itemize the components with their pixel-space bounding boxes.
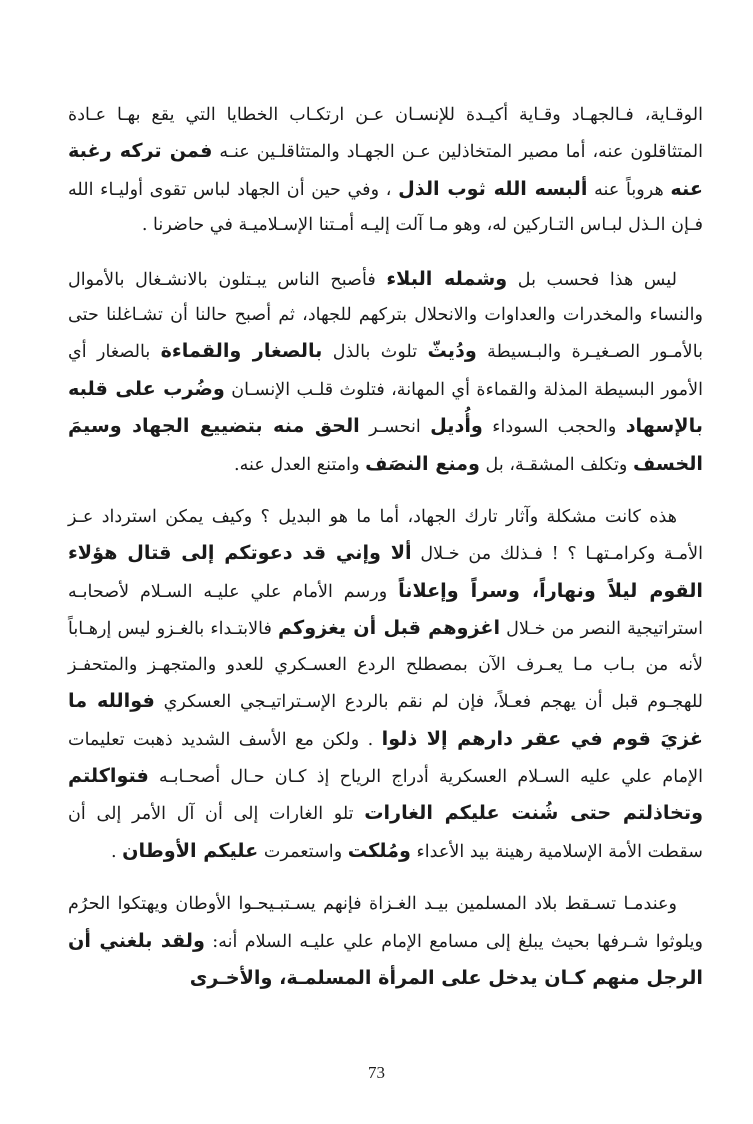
body-text-run: وتكلف المشقـة، بل [479, 454, 633, 475]
body-text-run: فأصبح الناس يبـتلون بالانشـغال بالأموال والنساء والمخدرات والعداوات والانحلال بتركهم للجهاد، ثم أصبح حالنا أن تشـاغلنا حتى بالأمـور الصـغيـرة والبـسيطة [68, 269, 703, 363]
bold-quote: ومُلكت [347, 838, 411, 862]
body-text-run: تلوث بالذل [322, 342, 428, 363]
bold-quote: عليكم الأوطان [122, 838, 259, 862]
body-text-run: فالابتـداء بالغـزو ليس إرهـاباً لأنه من بـاب مـا يعـرف الآن بمصطلح الردع العسـكري للعدو والمتجهـز والمتحفـز للهجـوم قبل أن يهجم فعـلاً، فإن لم نقم بالردع الإسـتراتيـجي العسكري [68, 619, 704, 713]
page-number: 73 [368, 1063, 385, 1082]
bold-quote: اغزوهم قبل أن يغزوكم [278, 616, 501, 640]
body-text-run: بالصغار أي الأمور البسيطة المذلة والقماءة أي المهانة، فتلوث قلـب الإنسـان [68, 342, 703, 400]
body-text-run: وعندمـا تسـقط بلاد المسلمين بيـد الغـزاة فإنهم يسـتبـيحـوا الأوطان ويهتكوا الحرُم ويلوثوا شـرفها بحيث يبلغ إلى مسامع الإمام علي عليـه السلام أنه: [68, 894, 703, 952]
body-text-run: ليس هذا فحسب بل [507, 269, 677, 290]
body-text-run: هروباً عنه [587, 179, 671, 200]
body-text-run: والحجب السوداء [482, 417, 626, 438]
body-text-run: . [110, 841, 123, 862]
body-text-run: واستعمرت [258, 841, 348, 862]
bold-quote: ألبسه الله ثوب الذل [398, 176, 588, 200]
body-text-run: وامتنع العدل عنه. [234, 454, 366, 475]
body-text-run: . ولكن مع الأسف الشديد ذهبت تعليمات الإمام علي عليه السـلام العسكرية أدراج الرياح إذ كـان حـال أصحـابـه [68, 729, 703, 787]
body-text-run: الوقـاية، فـالجهـاد وقـاية أكيـدة للإنسـان عـن ارتكـاب الخطايا التي يقع بهـا عـادة المتثاقلون عنه، أما مصير المتخاذلين عـن الجهـاد والمتثاقلـين عنـه [68, 105, 703, 163]
bold-quote: فوالله ما غزيَ قوم في عقر دارهم إلا ذلوا [68, 689, 703, 750]
paragraph-1 [68, 98, 703, 244]
paragraph-3 [68, 500, 703, 870]
body-text-run: هذه كانت مشكلة وآثار تارك الجهاد، أما ما هو البديل ؟ وكيف يمكن استرداد عـز الأمـة وكرامـتهـا ؟ ! فـذلك من خـلال [68, 507, 703, 565]
bold-quote: وأُديل [430, 414, 483, 438]
bold-quote: وشمله البلاء [386, 266, 508, 290]
bold-quote: فتواكلتم وتخاذلتم حتى شُنت عليكم الغارات [68, 763, 703, 825]
body-text-run: ورسم الأمام علي عليـه السـلام لأصحابـه استراتيجية النصر من خـلال [68, 581, 703, 640]
bold-quote: ولقد بلغني أن الرجل منهم كـان يدخل على المرأة المسلمـة، والأخـرى [68, 928, 703, 989]
bold-quote: ألا وإني قد دعوتكم إلى قتال هؤلاء القوم ليلاً ونهاراً، وسراً وإعلاناً [68, 541, 703, 602]
paragraph-4 [68, 887, 703, 997]
paragraph-2 [68, 261, 703, 483]
body-text [68, 98, 703, 1014]
body-text-run: انحسـر [359, 417, 431, 438]
bold-quote: الحق منه بتضييع الجهاد وسيمَ الخسف [68, 414, 703, 475]
bold-quote: بالصغار والقماءة [160, 339, 323, 363]
bold-quote: ودُيثّ [427, 339, 477, 363]
body-text-run: تلو الغارات إلى أن آل الأمر إلى أن سقطت الأمة الإسلامية رهينة بيد الأعداء [68, 804, 703, 862]
body-text-run: ، وفي حين أن الجهاد لباس تقوى أوليـاء الله فـإن الـذل لبـاس التـاركين له، وهو مـا آلت إليـه أمـتنا الإسـلاميـة في حاضرنا . [68, 179, 703, 236]
bold-quote: وضُرب على قلبه بالإسهاد [68, 376, 703, 438]
bold-quote: ومنع النصَف [365, 451, 480, 475]
bold-quote: فمن تركه رغبة عنه [68, 139, 703, 200]
